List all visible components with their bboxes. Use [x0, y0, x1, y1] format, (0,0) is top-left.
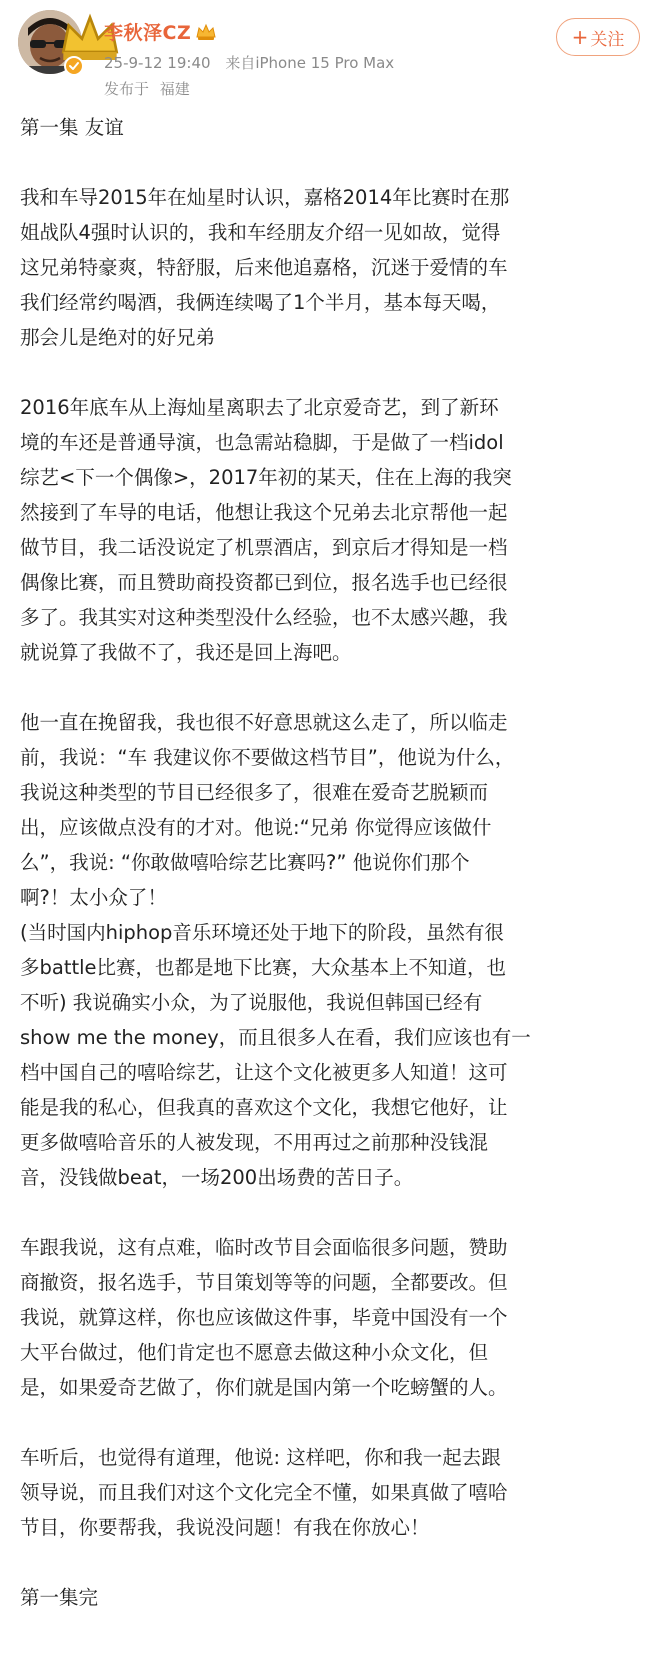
post-text-line: show me the money，而且很多人在看，我们应该也有一 [20, 1026, 531, 1049]
post-text-line: 音，没钱做beat，一场200出场费的苦日子。 [20, 1166, 414, 1189]
post-text-line: 车听后，也觉得有道理，他说: 这样吧，你和我一起去跟 [20, 1446, 501, 1469]
post-text-line: 多battle比赛，也都是地下比赛，大众基本上不知道，也 [20, 956, 507, 979]
post-text-line: 姐战队4强时认识的，我和车经朋友介绍一见如故，觉得 [20, 221, 501, 244]
post-text-line: 他一直在挽留我，我也很不好意思就这么走了，所以临走 [20, 711, 508, 734]
post-text-line: (当时国内hiphop音乐环境还处于地下的阶段，虽然有很 [20, 921, 504, 944]
post-text-line: 么”，我说: “你敢做嘻哈综艺比赛吗?” 他说你们那个 [20, 851, 470, 874]
paragraph-spacer [20, 355, 630, 390]
username[interactable] [104, 18, 217, 45]
post-timestamp: 25-9-12 19:40 [104, 54, 211, 72]
post-text-line: 多了。我其实对这种类型没什么经验，也不太感兴趣，我 [20, 606, 508, 629]
post-source: 来自iPhone 15 Pro Max [225, 54, 395, 72]
post-text-line: 啊?！太小众了！ [20, 886, 167, 909]
verified-badge-icon [64, 56, 84, 76]
post-text-line: 档中国自己的嘻哈综艺，让这个文化被更多人知道！这可 [20, 1061, 508, 1084]
post-text-line: 综艺<下一个偶像>，2017年初的某天，住在上海的我突 [20, 466, 512, 489]
paragraph-spacer [20, 1195, 630, 1230]
post-text-line: 境的车还是普通导演，也急需站稳脚，于是做了一档idol [20, 431, 504, 454]
post-text-line: 是，如果爱奇艺做了，你们就是国内第一个吃螃蟹的人。 [20, 1376, 508, 1399]
paragraph-spacer [20, 1405, 630, 1440]
paragraph-spacer [20, 1545, 630, 1580]
post-text-line: 出，应该做点没有的才对。他说:“兄弟 你觉得应该做什 [20, 816, 492, 839]
avatar[interactable] [18, 10, 82, 74]
post-text-line: 不听) 我说确实小众，为了说服他，我说但韩国已经有 [20, 991, 483, 1014]
post-text-line: 商撤资，报名选手，节目策划等等的问题，全都要改。但 [20, 1271, 508, 1294]
location-value: 福建 [159, 80, 190, 98]
vip-crown-icon [195, 22, 217, 42]
post-text-line: 能是我的私心，但我真的喜欢这个文化，我想它他好，让 [20, 1096, 508, 1119]
post-text-line: 那会儿是绝对的好兄弟 [20, 326, 216, 349]
post-text-line: 前，我说：“车 我建议你不要做这档节目”，他说为什么， [20, 746, 515, 769]
post-text-line: 我说，就算这样，你也应该做这件事，毕竟中国没有一个 [20, 1306, 508, 1329]
follow-label: 关注 [590, 29, 625, 50]
post-text-line: 然接到了车导的电话，他想让我这个兄弟去北京帮他一起 [20, 501, 508, 524]
follow-button[interactable] [556, 18, 640, 56]
post-location [104, 78, 190, 99]
post-text-line: 更多做嘻哈音乐的人被发现，不用再过之前那种没钱混 [20, 1131, 489, 1154]
post-text-line: 我说这种类型的节目已经很多了，很难在爱奇艺脱颖而 [20, 781, 489, 804]
post-text-line: 大平台做过，他们肯定也不愿意去做这种小众文化，但 [20, 1341, 489, 1364]
post-text-line: 领导说，而且我们对这个文化完全不懂，如果真做了嘻哈 [20, 1481, 508, 1504]
post-text-line: 2016年底车从上海灿星离职去了北京爱奇艺，到了新环 [20, 396, 499, 419]
post-text-line: 这兄弟特豪爽，特舒服，后来他追嘉格，沉迷于爱情的车 [20, 256, 508, 279]
post-meta [104, 52, 394, 73]
post-text-line: 我和车导2015年在灿星时认识，嘉格2014年比赛时在那 [20, 186, 510, 209]
location-label: 发布于 [104, 80, 150, 98]
post-text-line: 做节目，我二话没说定了机票酒店，到京后才得知是一档 [20, 536, 508, 559]
post-header [0, 0, 660, 112]
post-text-line: 偶像比赛，而且赞助商投资都已到位，报名选手也已经很 [20, 571, 508, 594]
post-text-line: 第一集 友谊 [20, 116, 124, 139]
post-text-line: 第一集完 [20, 1586, 99, 1609]
post-text-line: 节目，你要帮我，我说没问题！有我在你放心！ [20, 1516, 430, 1539]
post-text-line: 车跟我说，这有点难，临时改节目会面临很多问题，赞助 [20, 1236, 508, 1259]
username-text[interactable]: 李秋泽CZ [104, 22, 192, 44]
paragraph-spacer [20, 145, 630, 180]
paragraph-spacer [20, 670, 630, 705]
plus-icon: + [571, 25, 589, 49]
post-body [20, 110, 630, 1615]
post-text-line: 我们经常约喝酒，我俩连续喝了1个半月，基本每天喝， [20, 291, 501, 314]
post-text-line: 就说算了我做不了，我还是回上海吧。 [20, 641, 352, 664]
